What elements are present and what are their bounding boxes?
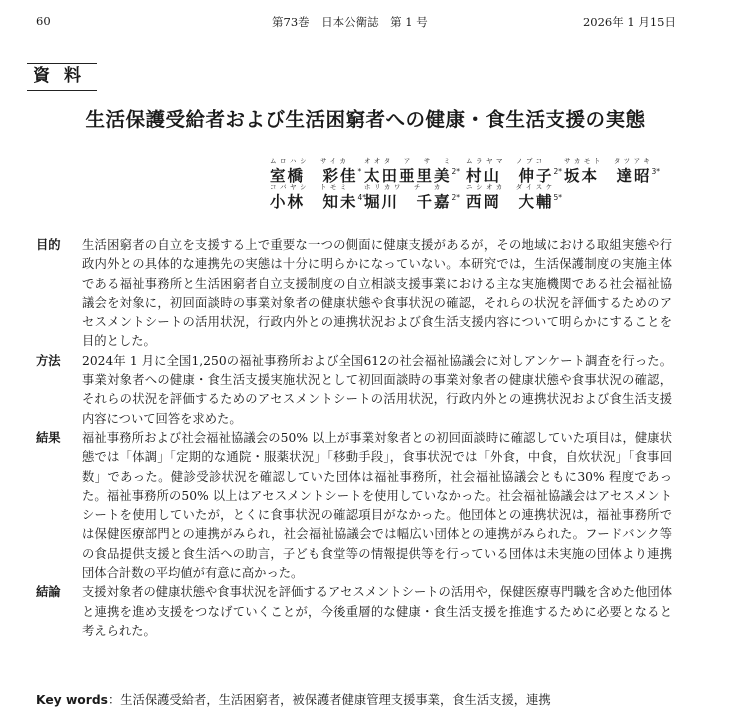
affiliation-mark: * [357,167,362,176]
author-name: 太田亜里美 [364,167,452,185]
author-name: 坂本 達昭 [564,167,652,185]
abstract-purpose [36,236,672,352]
abstract-results [36,429,672,583]
abstract-method [36,352,672,429]
affiliation-mark: 2* [451,167,461,176]
affiliation-mark: 5* [553,193,563,202]
purpose-text: 生活困窮者の自立を支援する上で重要な一つの側面に健康支援があるが，その地域における取組実態や行政内外との具体的な連携先の実態は十分に明らかになっていない。本研究では，生活保護制度の実施主体である福祉事務所と生活困窮者自立支援制度の自立相談支援事業における主な実施機関である社会福祉協議会を対象に，初回面談時の事業対象者の健康状態や食事状況の確認，それらの状況を評価するためのアセスメントシートの活用状況，行政内外との連携状況および食生活支援内容について明らかにすることを目的とした。 [82,238,672,349]
journal-citation: 第73巻 日本公衛誌 第 1 号 [272,15,428,29]
author-name: 小林 知未 [270,193,358,211]
affiliation-mark: 4* [357,193,367,202]
abstract-conclusion [36,583,672,641]
keywords [36,690,676,708]
section-label: 資料 [27,63,97,91]
article-title: 生活保護受給者および生活困窮者への健康・食生活支援の実態 [85,108,646,131]
author-name: 堀川 千嘉 [364,193,452,211]
affiliation-mark: 3* [651,167,661,176]
keywords-label: Key words [36,693,108,707]
running-header [36,14,676,32]
keywords-text: ：生活保護受給者，生活困窮者，被保護者健康管理支援事業，食生活支援，連携 [107,693,551,707]
conclusion-label: 結論 [36,585,61,600]
affiliation-mark: 2* [451,193,461,202]
abstract [36,236,672,641]
issue-date: 2026年 1 月15日 [582,15,676,29]
results-label: 結果 [36,430,61,445]
author-name: 村山 伸子 [466,167,554,185]
results-text: 福祉事務所および社会福祉協議会の50% 以上が事業対象者との初回面談時に確認していた項目は，健康状態では「体調」「定期的な通院・服薬状況」「移動手段」，食事状況では「外食，中食，自炊状況」「食事回数」であった。健診受診状況を確認していた団体は福祉事務所，社会福祉協議会ともに30% 程度であった。福祉事務所の50% 以上はアセスメントシートを使用していなかった。社会福祉協議会はアセスメントシートを使用していたが，とくに食事状況の確認項目がなかった。他団体との連携状況は，福祉事務所では保健医療部門との連携がみられ，社会福祉協議会では幅広い団体との連携がみられた。フードバンク等の食品提供支援と食生活への助言，子ども食堂等の情報提供等を行っている団体は未実施の団体より連携団体合計数の平均値が有意に高かった。 [82,430,672,581]
page-number: 60 [36,14,51,28]
author-list: ムロハシ サイカ 室橋 彩佳* オオタ ア サ ミ 太田亜里美$^{2*}$ ムラヤマ ノブコ 村山 伸子$^{2*}$ サカモト タツアキ 坂本 達昭$^{3*}$ コバヤシ トモミ 小林 知未$^{4*}$ ホリカワ チ カ 堀川 千嘉$^{2*}$ ニシオカ ダイスケ 西岡 大輔$^{5*}$ [270,157,661,211]
affiliation-mark: 2* [553,167,563,176]
author-name: 西岡 大輔 [466,193,554,211]
purpose-label: 目的 [36,238,61,252]
author-name: 室橋 彩佳 [270,167,358,185]
method-text: 2024年 1 月に全国1,250の福祉事務所および全国612の社会福祉協議会に対しアンケート調査を行った。事業対象者への健康・食生活支援実施状況として初回面談時の事業対象者の健康状態や食事状況の確認，それらの状況を評価するためのアセスメントシートの活用状況，行政内外との連携状況および食生活支援内容について回答を求めた。 [82,353,672,426]
method-label: 方法 [36,353,61,368]
conclusion-text: 支援対象者の健康状態や食事状況を評価するアセスメントシートの活用や，保健医療専門職を含めた他団体と連携を進め支援をつなげていくことが，今後重層的な健康・食生活支援を推進するために必要となると考えられた。 [82,585,672,638]
